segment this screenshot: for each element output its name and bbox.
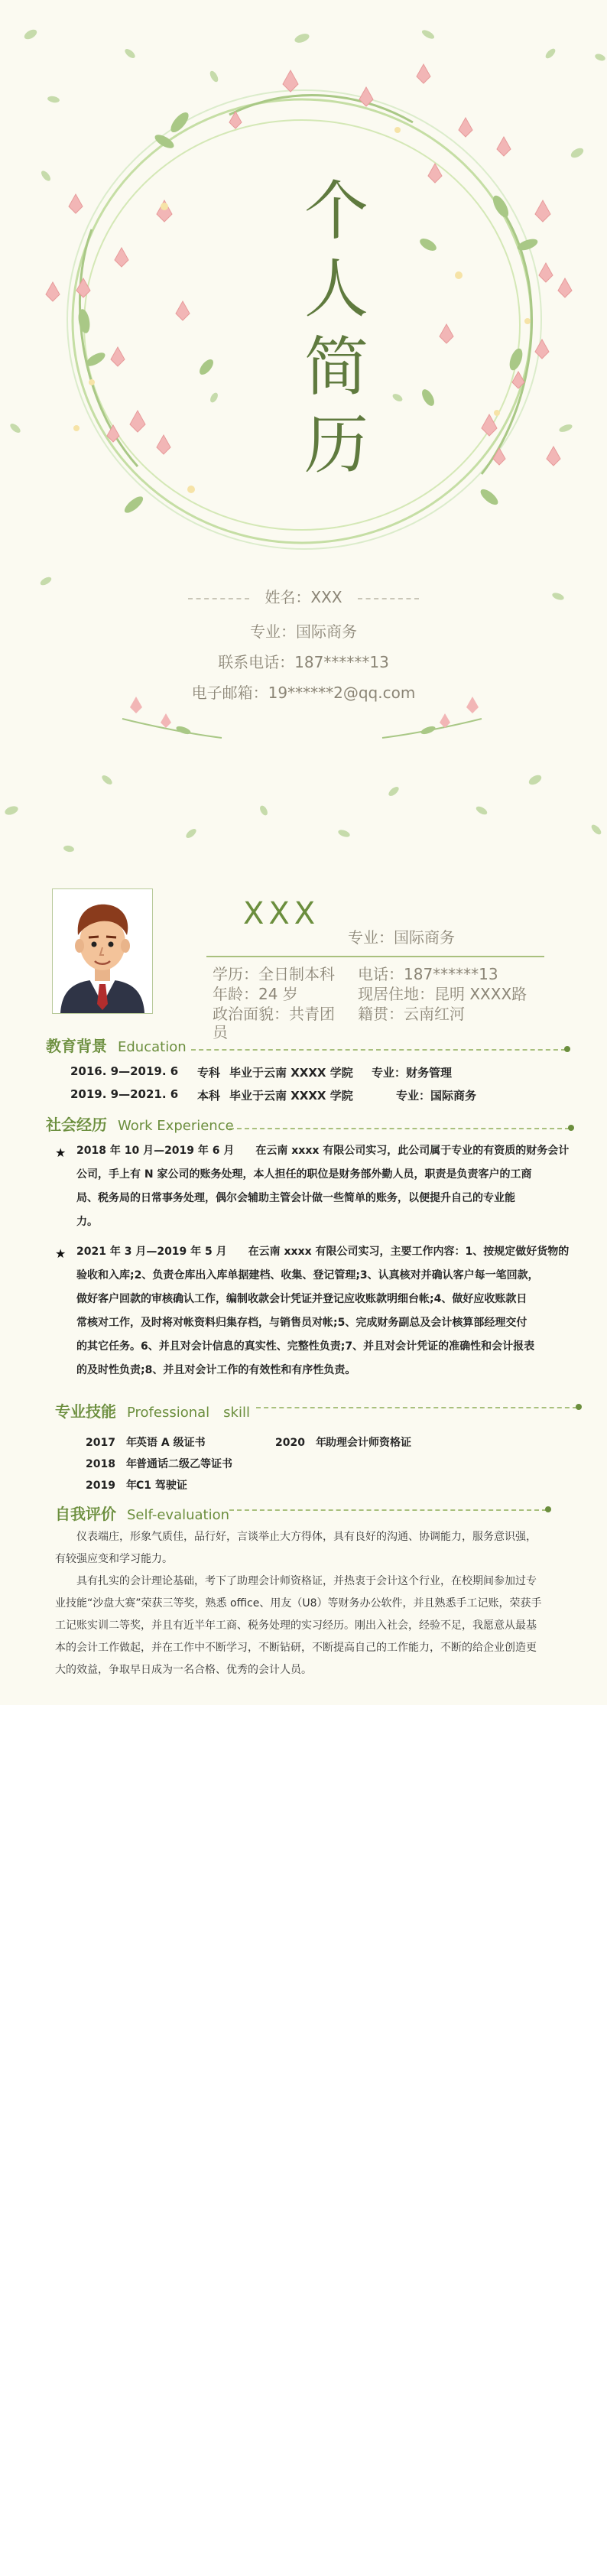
section-title-en: Self-evaluation: [127, 1507, 230, 1523]
section-divider: [256, 1407, 577, 1408]
skill-year: 2018 年: [86, 1458, 137, 1470]
section-dot: [568, 1125, 574, 1131]
avatar: [52, 888, 153, 1014]
skill-year: 2017 年: [86, 1437, 137, 1449]
section-divider: [191, 1049, 566, 1051]
experience-line: 的其它任务。6、并且对会计信息的真实性、完整性负责;7、并且对会计凭证的准确性和会计报表: [76, 1340, 535, 1353]
experience-line: 常核对工作，及时将对帐资料归集存档，与销售员对帐;5、完成财务副总及会计核算部经理交付: [76, 1317, 527, 1329]
cover-section: [0, 0, 607, 864]
self-eval-paragraph-2: [55, 1571, 567, 1681]
cover-name-text: 姓名：XXX: [265, 588, 342, 606]
cover-name: [0, 585, 607, 607]
cover-title: [302, 172, 371, 484]
divider: [358, 598, 419, 599]
cover-email: 电子邮箱：19******2@qq.com: [191, 684, 416, 702]
section-title-education: [46, 1034, 187, 1056]
self-eval-line: 工记账实训二等奖，并且有近半年工商、税务处理的实习经历。刚出入社会，经验不足，我愿意从最基: [55, 1619, 537, 1632]
edu-degree: 本科: [197, 1089, 221, 1103]
resume-name: XXX: [243, 896, 320, 931]
section-title-experience: [46, 1113, 234, 1135]
self-eval-line: 有较强应变和学习能力。: [55, 1553, 173, 1565]
experience-line: 公司，手上有 N 家公司的账务处理，本人担任的职位是财务部外勤人员，职责是负责客户的工商: [76, 1168, 532, 1181]
avatar-portrait-illustration: [53, 889, 152, 1013]
resume-section: [0, 864, 607, 1705]
edu-school: 毕业于云南 XXXX 学院: [229, 1066, 353, 1080]
section-title-self-eval: [55, 1502, 229, 1524]
resume-major: 专业：国际商务: [348, 928, 455, 947]
edu-school: 毕业于云南 XXXX 学院: [229, 1089, 353, 1103]
experience-line: 2021 年 3 月—2019 年 5 月 在云南 xxxx 有限公司实习，主要工作内容：1、按规定做好货物的: [76, 1246, 570, 1258]
skill-year: 2019 年: [86, 1480, 137, 1492]
section-title-en: Work Experience: [118, 1118, 234, 1134]
cover-phone: 联系电话：187******13: [218, 653, 389, 671]
section-title-cn: 社会经历: [46, 1116, 107, 1134]
info-native: 籍贯：云南红河: [358, 1005, 465, 1023]
experience-item: [76, 1240, 589, 1382]
edu-degree: 专科: [197, 1066, 221, 1080]
section-title-cn: 教育背景: [46, 1037, 107, 1055]
section-title-en: Professional skill: [127, 1405, 250, 1421]
skill-item: C1 驾驶证: [136, 1480, 187, 1492]
info-address: 现居住地：昆明 XXXX路: [358, 985, 527, 1003]
experience-line: 验收和入库;2、负责仓库出入库单据建档、收集、登记管理;3、认真核对并确认客户每一笔回款，: [76, 1269, 539, 1282]
section-dot: [576, 1404, 582, 1410]
skill-year: 2020 年: [275, 1437, 326, 1449]
self-eval-line: 业技能“沙盘大赛”荣获三等奖，熟悉 office、用友（U8）等财务办公软件，并且熟悉手工记账，荣获手: [55, 1597, 542, 1610]
experience-item: [76, 1139, 589, 1234]
info-phone: 电话：187******13: [358, 965, 498, 983]
self-eval-line: 仪表端庄，形象气质佳，品行好，言谈举止大方得体，具有良好的沟通、协调能力，服务意识强，: [76, 1531, 537, 1543]
cover-title-char: 简: [304, 330, 368, 404]
edu-period: 2016. 9—2019. 6: [70, 1064, 179, 1078]
cover-title-char: 历: [304, 408, 368, 482]
experience-line: 的及时性负责;8、并且对会计工作的有效性和有序性负责。: [76, 1364, 356, 1376]
experience-line: 做好客户回款的审核确认工作，编制收款会计凭证并登记应收账款明细台帐;4、做好应收账款日: [76, 1293, 527, 1305]
skill-item: 英语 A 级证书: [136, 1437, 206, 1449]
bullet-star: ★: [55, 1145, 67, 1160]
edu-major: 专业：财务管理: [372, 1066, 453, 1080]
info-age: 年龄：24 岁: [213, 985, 298, 1003]
divider: [188, 598, 249, 599]
self-eval-line: 大的效益，争取早日成为一名合格、优秀的会计人员。: [55, 1664, 312, 1676]
info-politics: 政治面貌：共青团员: [213, 1005, 335, 1041]
section-title-cn: 自我评价: [55, 1505, 116, 1523]
section-dot: [545, 1506, 551, 1512]
self-eval-paragraph-1: [55, 1526, 567, 1571]
section-title-en: Education: [118, 1039, 187, 1055]
header-divider: [206, 956, 544, 957]
section-title-cn: 专业技能: [55, 1402, 116, 1421]
edu-period: 2019. 9—2021. 6: [70, 1087, 179, 1101]
section-divider: [229, 1509, 547, 1511]
section-dot: [564, 1046, 570, 1052]
skill-item: 助理会计师资格证: [326, 1437, 411, 1449]
experience-line: 2018 年 10 月—2019 年 6 月 在云南 xxxx 有限公司实习，此公司属于专业的有资质的财务会计: [76, 1145, 570, 1157]
section-divider: [229, 1128, 570, 1129]
skill-item: 普通话二级乙等证书: [136, 1458, 232, 1470]
cover-title-char: 人: [304, 252, 368, 326]
section-title-skills: [55, 1399, 250, 1421]
info-education: 学历：全日制本科: [213, 965, 335, 983]
cover-major: 专业：国际商务: [250, 622, 357, 641]
self-eval-line: 本的会计工作做起，并在工作中不断学习，不断钻研，不断提高自己的工作能力，不断的给企业创造更: [55, 1642, 537, 1654]
experience-line: 力。: [76, 1216, 98, 1228]
cover-title-char: 个: [304, 174, 368, 249]
self-eval-line: 具有扎实的会计理论基础，考下了助理会计师资格证，并热衷于会计这个行业，在校期间参加过专: [76, 1575, 537, 1587]
bullet-star: ★: [55, 1246, 67, 1261]
edu-major: 专业：国际商务: [396, 1089, 477, 1103]
experience-line: 局、税务局的日常事务处理，偶尔会辅助主管会计做一些简单的账务，以便提升自己的专业能: [76, 1192, 515, 1204]
